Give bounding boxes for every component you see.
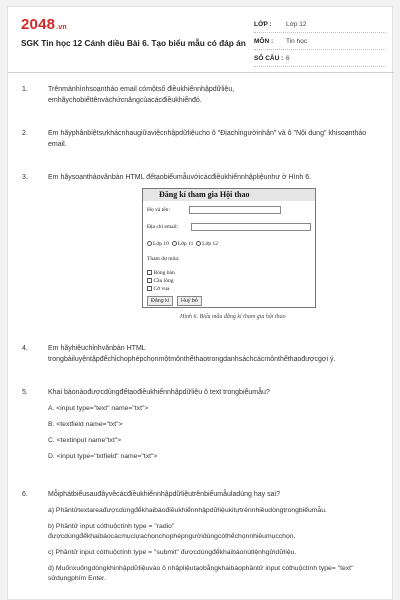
- meta-row-subject: MÔN : Tin học: [254, 33, 386, 50]
- figure-radio-group: Lớp 10 Lớp 11 Lớp 12: [147, 241, 218, 247]
- document-meta: [254, 16, 386, 67]
- statement-c: c) Phầntử input cóthuộctính type = "submit" đượcdùngđểkhaibáonútlệnhgửidữliệu.: [48, 549, 297, 556]
- option-a: A. <input type="text" name="txt">: [48, 405, 149, 412]
- statement-a: a) Phầntửtextareađượcdùngđểkhaibáođiềukhiểnnhậpdữliệukitựtrênnhiềudòngtrongbiểumẫu.: [48, 507, 327, 514]
- document-header: [8, 7, 394, 73]
- figure-name-input: [189, 206, 281, 214]
- figure-submit-button: Đăng kí: [147, 296, 173, 306]
- figure-form-title: Đăng kí tham gia Hội thao: [143, 189, 315, 201]
- document-title: SGK Tin học 12 Cánh diều Bài 6. Tạo biểu mẫu có đáp án: [21, 38, 246, 48]
- statement-b: b) Phầntử input cóthuộctính type = "radio" đượcdùngđểkhaibáocácmụclựachọnchophépngườidùngcóthểchọnnhiềumụcchọn.: [48, 523, 296, 540]
- option-d: D. <input type="txtfield" name="txt">: [48, 453, 158, 460]
- figure-form-image: Đăng kí tham gia Hội thao Họ và tên: Địa chỉ email: Lớp 10 Lớp 11 Lớp 12 Tham dự môn: Bóng bàn Cầu lông Cờ vua Đăng kí Huỷ bỏ: [142, 188, 316, 308]
- meta-row-class: LỚP : Lớp 12: [254, 16, 386, 33]
- meta-row-count: SỐ CÂU : 6: [254, 50, 386, 67]
- site-logo[interactable]: 2048.vn: [21, 16, 67, 33]
- figure-cancel-button: Huỷ bỏ: [177, 296, 202, 306]
- option-b: B. <textfield name="txt">: [48, 421, 123, 428]
- figure-caption: Hình 6. Biểu mẫu đăng kí tham gia hội thao: [180, 314, 286, 320]
- statement-d: d) Muốnxuốngdòngkhinhậpdữliệuvào ô nhậpliệutạobằngkhaibáophầntử input cóthuộctính type= "text" sửdụngphím Enter.: [48, 565, 354, 582]
- option-c: C. <textinput name"txt">: [48, 437, 122, 444]
- figure-email-input: [191, 223, 311, 231]
- document-page: 2048.vn SGK Tin học 12 Cánh diều Bài 6. Tạo biểu mẫu có đáp án LỚP : Lớp 12 MÔN : Tin học SỐ CÂU : 6 1. Trênmànhìnhsoạnthảo email cómộtsố điềukhiểnnhậpdữliệu, emhãychobiếttênvàchứcnăngcủacácđiềukhiểnđó. 2. Em hãyphânbiệtsựkhácnhaugiữaviệcnhậpdữliệucho ô "Địachỉngườinhận" và ô "Nội dung" khisoạnthảo email. 3. Em hãysoạnthảovănbản HTML đểtạobiểumẫuvớicácđiềukhiểnnhậpliệunhư ở Hình 6. Đăng kí tham gia Hội thao Họ và tên: Địa chỉ email: Lớp 10 Lớp 11 Lớp 12 Tham dự môn: Bóng bàn Cầu lông Cờ vua Đăng kí Huỷ bỏ Hình 6. Biểu mẫu đăng kí tham gia hội thao 4. Em hãyhiệuchỉnhvănbản HTML trongbàiluyệntậpđểchỉchophépchọnmộtmônthểthaotrongdanhsáchcácmônthểthaođượcgợi ý. 5. Khai báonàođượcdùngđểtạođiềukhiểnnhậpdữliệu ô text trongbiểumẫu? A. <input type="text" name="txt"> B. <textfield name="txt"> C. <textinput name"txt"> D. <input type="txtfield" name="txt"> 6. Mỗiphátbiểusauđâyvềcácđiềukhiểnnhậpdữliệutrênbiểumẫuladúng hay sai? a) Phầntửtextareađượcdùngđểkhaibáođiềukhiểnnhậpdữliệukitựtrênnhiềudòngtrongbiểumẫu. b) Phầntử input cóthuộctính type = "radio" đượcdùngđểkhaibáocácmụclựachọnchophépngườidùngcóthểchọnnhiềumụcchọn. c) Phầntử input cóthuộctính type = "submit" đượcdùngđểkhaibáonútlệnhgửidữliệu. d) Muốnxuốngdòngkhinhậpdữliệuvào ô nhậpliệutạobằngkhaibáophầntử input cóthuộctính type= "text" sửdụngphím Enter.: [7, 6, 393, 600]
